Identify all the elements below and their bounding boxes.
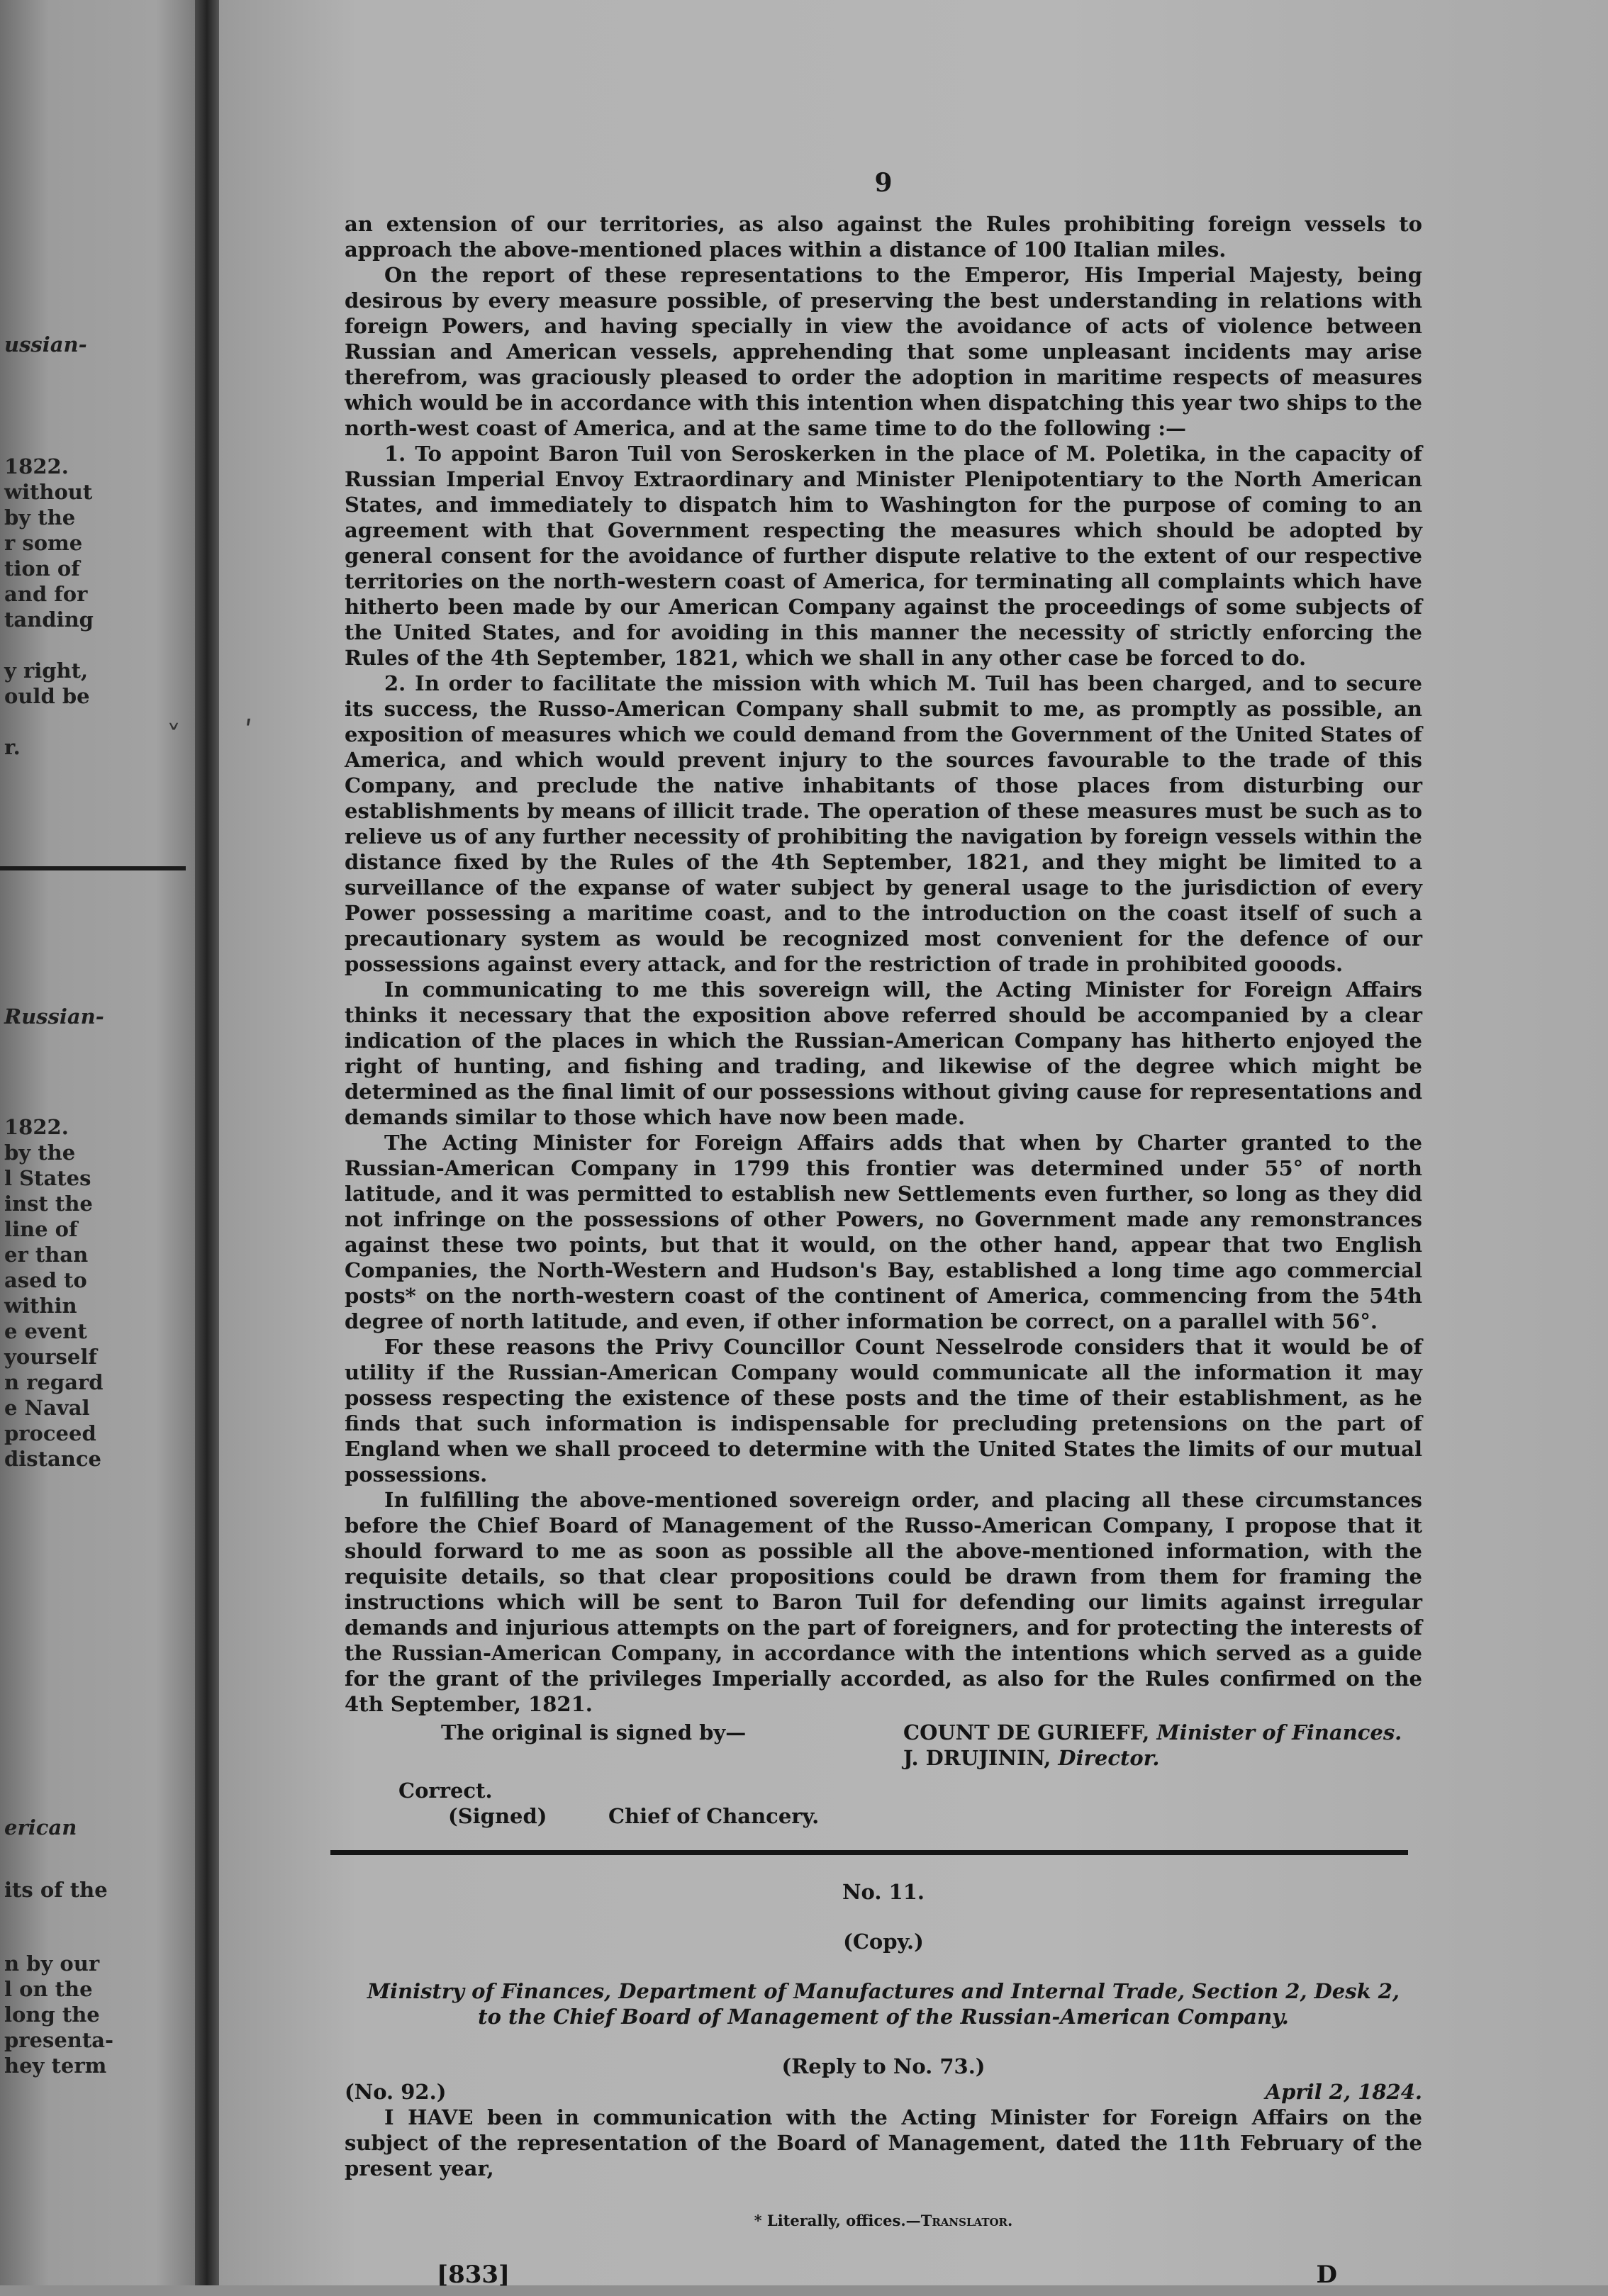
ref-date-row: [345, 2079, 1422, 2105]
facing-page-text: er than: [4, 1243, 89, 1267]
facing-page-rule: [0, 866, 186, 870]
signer-1-title: Minister of Finances.: [1156, 1720, 1402, 1745]
page-footer: [345, 2262, 1422, 2296]
facing-page-text: within: [4, 1294, 77, 1318]
paragraph: In fulfilling the above-mentioned sovereign order, and placing all these circumstances before the Chief Board of Management of the Russo-American Company, I propose that it should forward to me as soon as possible all the above-mentioned information, with the requisite details, so that clear propositions could be drawn from them for framing the instructions which will be sent to Baron Tuil for defending our limits against irregular demands and injurious attempts on the part of foreigners, and for protecting the interests of the Russian-American Company, in accordance with the intentions which served as a guide for the grant of the privileges Imperially accorded, as also for the Rules confirmed on the 4th September, 1821.: [345, 1488, 1422, 1716]
facing-page-text: n regard: [4, 1370, 104, 1394]
signer-2-name: J. DRUJININ,: [903, 1746, 1051, 1770]
doc-number: No. 11.: [842, 1880, 925, 1904]
letter-opening: I HAVE been in communication with the Acting Minister for Foreign Affairs on the subject of the representation of the Board of Management, dated the 11th February of the present year,: [345, 2105, 1422, 2180]
reply-reference: (Reply to No. 73.): [781, 2054, 986, 2078]
facing-page-text: proceed: [4, 1421, 96, 1445]
signature-row-2: [345, 1745, 1422, 1771]
facing-page-text: e event: [4, 1319, 87, 1343]
facing-page-text: y right,: [4, 659, 89, 683]
signer-2: [903, 1745, 1159, 1771]
copy-label: (Copy.): [843, 1930, 924, 1954]
facing-page-text: and for: [4, 582, 88, 606]
facing-page-text: by the: [4, 505, 76, 530]
facing-page-text: erican: [4, 1815, 77, 1839]
facing-page-fragment: [0, 0, 195, 2285]
facing-page-text: n by our: [4, 1951, 100, 1976]
paragraph: The Acting Minister for Foreign Affairs adds that when by Charter granted to the Russian-American Company in 1799 this frontier was determined under 55° of north latitude, and it was permitted to establish new Settlements even further, so long as they did not infringe on the possessions of other Powers, no Government made any remonstrances against these two points, but that it would, on the other hand, appear that two English Companies, the North-Western and Hudson's Bay, established a long time ago commercial posts* on the north-western coast of the continent of America, commencing from the 54th degree of north latitude, and even, if other information be correct, on a parallel with 56°.: [345, 1131, 1422, 1333]
facing-page-text: hey term: [4, 2054, 107, 2078]
facing-page-text: line of: [4, 1217, 78, 1241]
book-gutter: [195, 0, 219, 2285]
facing-page-text: e Naval: [4, 1396, 90, 1420]
signed-label: (Signed): [448, 1804, 547, 1828]
signer-2-title: Director.: [1058, 1746, 1160, 1770]
correct-label: Correct.: [398, 1779, 493, 1803]
facing-page-text: inst the: [4, 1192, 93, 1216]
chancery-row: [345, 1803, 1422, 1829]
facing-page-text: long the: [4, 2003, 100, 2027]
signature-block: [345, 1720, 1422, 1829]
doc-heading: Ministry of Finances, Department of Manufactures and Internal Trade, Section 2, Desk 2, to the Chief Board of Management of the Russian-American Company.: [367, 1979, 1400, 2029]
facing-page-text: by the: [4, 1141, 76, 1165]
margin-tick-mark: ˅: [167, 720, 181, 753]
facing-page-text: its of the: [4, 1878, 108, 1902]
original-signed-line: The original is signed by—: [441, 1720, 747, 1745]
facing-page-text: l on the: [4, 1977, 93, 2001]
paragraph: On the report of these representations to the Emperor, His Imperial Majesty, being desirous by every measure possible, of preserving the best understanding in relations with foreign Powers, and having specially in view the avoidance of acts of violence between Russian and American vessels, apprehending that some unpleasant incidents may arise therefrom, was graciously pleased to order the adoption in maritime respects of measures which would be in accordance with this intention when dispatching this year two ships to the north-west coast of America, and at the same time to do the following :—: [345, 263, 1422, 440]
footnote-credit: Translator.: [920, 2212, 1013, 2229]
footnote: [345, 2208, 1422, 2234]
facing-page-text: Russian-: [4, 1004, 104, 1029]
facing-page-text: distance: [4, 1447, 101, 1471]
facing-page-text: ased to: [4, 1268, 87, 1292]
ref-number: (No. 92.): [345, 2080, 447, 2104]
facing-page-text: l States: [4, 1166, 91, 1190]
paragraph: 1. To appoint Baron Tuil von Seroskerken in the place of M. Poletika, in the capacity of Russian Imperial Envoy Extraordinary and Minister Plenipotentiary to the North American States, and immediately to dispatch him to Washington for the purpose of coming to an agreement with that Government respecting the measures which should be adopted by general consent for the avoidance of further dispute relative to the extent of our respective territories on the north-western coast of America, for terminating all complaints which have hitherto been made by our American Company against the proceedings of some subjects of the United States, and for avoiding in this manner the necessity of strictly enforcing the Rules of the 4th September, 1821, which we shall in any other case be forced to do.: [345, 442, 1422, 670]
facing-page-text: r.: [4, 735, 21, 759]
paragraph: 2. In order to facilitate the mission with which M. Tuil has been charged, and to secure its success, the Russo-American Company shall submit to me, as promptly as possible, an exposition of measures which we could demand from the Government of the United States of America, and which would prevent injury to the sources favourable to the trade of this Company, and preclude the native inhabitants of those places from disturbing our establishments by means of illicit trade. The operation of these measures must be such as to relieve us of any further necessity of prohibiting the navigation by foreign vessels within the distance fixed by the Rules of the 4th September, 1821, and they might be limited to a surveillance of the expanse of water subject by general usage to the jurisdiction of every Power possessing a maritime coast, and to the introduction on the coast itself of such a precautionary system as would be recognized most convenient for the defence of our possessions against every attack, and for the restriction of trade in prohibited gooods.: [345, 671, 1422, 976]
facing-page-text: presenta-: [4, 2028, 114, 2052]
facing-page-text: ould be: [4, 684, 90, 708]
signer-1: [903, 1720, 1402, 1745]
footnote-text: * Literally, offices.—: [754, 2212, 921, 2229]
facing-page-text: 1822.: [4, 454, 69, 478]
facing-page-text: 1822.: [4, 1115, 69, 1139]
signature-letter: D: [1316, 2261, 1337, 2289]
page-content: [345, 170, 1422, 2296]
facing-page-text: tanding: [4, 607, 94, 632]
facing-page-text: r some: [4, 531, 83, 555]
signature-row-1: [345, 1720, 1422, 1745]
page-number: 9: [874, 168, 893, 198]
facing-page-text: tion of: [4, 556, 80, 581]
margin-pen-mark: ʹ: [245, 716, 253, 749]
facing-page-text: without: [4, 480, 93, 504]
body-text: [345, 211, 1422, 1717]
facing-page-text: ussian-: [4, 332, 87, 357]
paragraph: In communicating to me this sovereign will, the Acting Minister for Foreign Affairs thinks it necessary that the exposition above referred should be accompanied by a clear indication of the places in which the Russian-American Company has hitherto enjoyed the right of hunting, and fishing and trading, and likewise of the degree which might be determined as the final limit of our possessions without giving cause for representations and demands similar to those which have now been made.: [345, 978, 1422, 1129]
paragraph: an extension of our territories, as also against the Rules prohibiting foreign vessels to approach the above-mentioned places within a distance of 100 Italian miles.: [345, 212, 1422, 262]
chief-of-chancery: Chief of Chancery.: [608, 1804, 820, 1828]
correct-row: [345, 1778, 1422, 1803]
signer-1-name: COUNT DE GURIEFF,: [903, 1720, 1150, 1745]
facing-page-text: yourself: [4, 1345, 97, 1369]
section-divider: [330, 1850, 1408, 1855]
paragraph: For these reasons the Privy Councillor Count Nesselrode considers that it would be of utility if the Russian-American Company would communicate all the information it may possess respecting the existence of these posts and the time of their establishment, as he finds that such information is indispensable for precluding pretensions on the part of England when we shall proceed to determine with the United States the limits of our mutual possessions.: [345, 1335, 1422, 1486]
letter-date: April 2, 1824.: [1265, 2080, 1422, 2104]
sheet-mark: [833]: [437, 2261, 510, 2289]
